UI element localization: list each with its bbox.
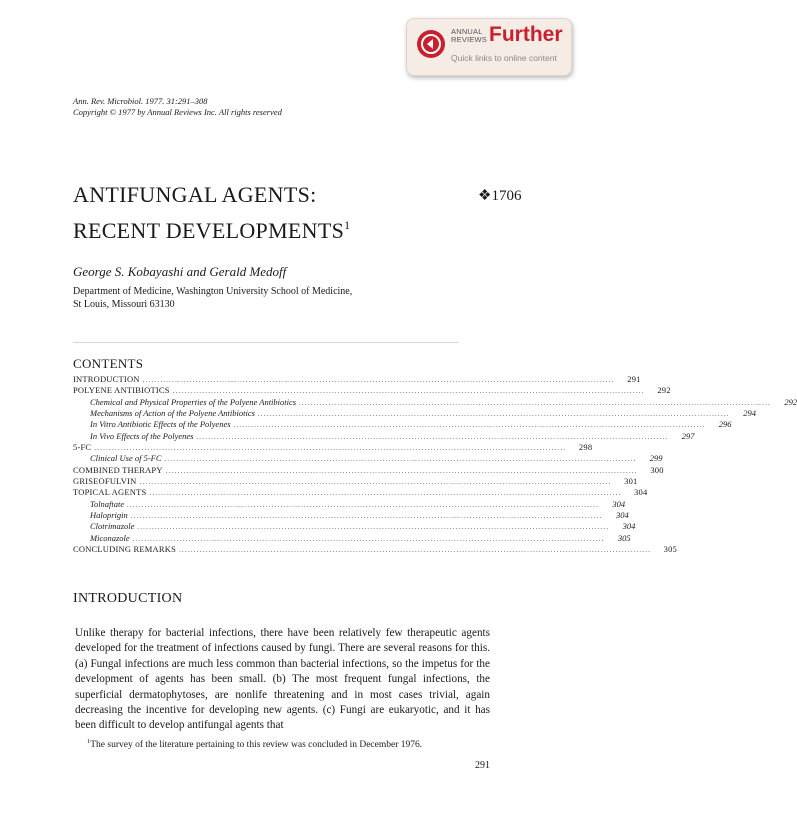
toc-entry[interactable] — [73, 385, 671, 396]
contents-heading: CONTENTS — [73, 356, 144, 371]
toc-leader-dots: ................................................................................................................................................................ — [165, 466, 638, 475]
toc-entry[interactable] — [73, 476, 638, 487]
toc-entry[interactable] — [73, 442, 593, 453]
play-icon — [417, 30, 445, 58]
title-footnote-mark: 1 — [344, 218, 351, 232]
toc-entry-page: 304 — [616, 510, 629, 521]
toc-leader-dots: ................................................................................................................................................................ — [132, 534, 605, 543]
toc-entry-label: Mechanisms of Action of the Polyene Antibiotics — [90, 408, 255, 419]
citation-line: Ann. Rev. Microbiol. 1977. 31:291–308 — [73, 96, 208, 106]
toc-entry-label: Tolnaftate — [90, 498, 125, 509]
toc-entry-label: Miconazole — [90, 532, 130, 543]
document-number: ❖1706 — [478, 188, 522, 204]
toc-entry[interactable] — [73, 419, 732, 430]
journal-citation — [73, 96, 282, 118]
toc-entry-label: COMBINED THERAPY — [73, 464, 163, 475]
toc-leader-dots: ................................................................................................................................................................ — [142, 376, 615, 384]
toc-entry[interactable] — [73, 408, 756, 419]
annual-reviews-wordmark: ANNUAL REVIEWS — [451, 27, 487, 44]
toc-entry-page: 297 — [681, 430, 695, 441]
further-badge[interactable] — [406, 18, 572, 76]
toc-leader-dots: ................................................................................................................................................................ — [299, 398, 772, 407]
further-label: Further — [489, 23, 563, 46]
footnote-mark: 1 — [87, 738, 91, 745]
toc-entry-page: 300 — [650, 464, 664, 475]
toc-entry[interactable] — [73, 532, 631, 544]
toc-entry-page: 292 — [784, 396, 797, 407]
body-paragraph: Unlike therapy for bacterial infections, there have been relatively few therapeutic agents developed for the treatment of infections caused by fungi. There are several reasons for this. (a) Fungal infections are much less common than bacterial infections, so the impetus for the development of agents has been small. (b) The most frequent fungal infections, the superficial dermatophytoses, are nonlife threatening and in most cases trivial, again decreasing the incentive for developing new agents. (c) Fungi are eukaryotic, and it has been difficult to develop antifungal agents that — [75, 627, 490, 732]
divider — [73, 342, 459, 343]
toc-entry[interactable] — [73, 487, 648, 498]
toc-leader-dots: ................................................................................................................................................................ — [196, 432, 669, 441]
toc-leader-dots: ................................................................................................................................................................ — [130, 512, 603, 521]
toc-entry-label: 5-FC — [73, 442, 92, 453]
toc-entry[interactable] — [73, 453, 663, 464]
toc-leader-dots: ................................................................................................................................................................ — [94, 444, 567, 453]
toc-entry-label: Chemical and Physical Properties of the Polyene Antibiotics — [90, 396, 297, 407]
toc-entry-page: 305 — [663, 544, 678, 555]
toc-entry[interactable] — [73, 430, 695, 442]
toc-leader-dots: ................................................................................................................................................................ — [149, 489, 622, 498]
toc-entry-label: Clotrimazole — [90, 521, 135, 532]
toc-entry-label: POLYENE ANTIBIOTICS — [73, 385, 170, 396]
toc-entry-label: In Vitro Antibiotic Effects of the Polyenes — [90, 419, 231, 430]
toc-entry-page: 294 — [743, 408, 756, 419]
toc-entry-label: In Vivo Effects of the Polyenes — [90, 430, 194, 441]
toc-leader-dots: ................................................................................................................................................................ — [179, 546, 652, 555]
affiliation: Department of Medicine, Washington University School of Medicine, St Louis, Missouri 63130 — [73, 286, 353, 310]
toc-entry[interactable] — [73, 498, 626, 510]
toc-entry-page: 305 — [617, 532, 631, 543]
toc-entry[interactable] — [73, 510, 629, 521]
toc-leader-dots: ................................................................................................................................................................ — [233, 421, 706, 430]
toc-entry-page: 291 — [627, 374, 641, 384]
toc-entry-page: 301 — [624, 476, 638, 487]
toc-entry-page: 304 — [612, 498, 626, 509]
toc-entry-label: GRISEOFULVIN — [73, 476, 137, 487]
copyright-line: Copyright © 1977 by Annual Reviews Inc. All rights reserved — [73, 107, 282, 117]
toc-leader-dots: ................................................................................................................................................................ — [164, 455, 637, 464]
toc-entry-page: 298 — [578, 442, 593, 453]
table-of-contents — [73, 374, 797, 556]
toc-entry-label: Clinical Use of 5-FC — [90, 453, 162, 464]
toc-entry-label: TOPICAL AGENTS — [73, 487, 147, 498]
page-number: 291 — [475, 760, 490, 771]
toc-entry-page: 292 — [657, 385, 671, 396]
toc-entry-page: 296 — [718, 419, 732, 430]
toc-entry[interactable] — [73, 521, 636, 532]
toc-leader-dots: ................................................................................................................................................................ — [137, 523, 610, 532]
footnote: $^1$The survey of the literature pertaining to this review was concluded in December 1976. — [87, 738, 423, 751]
article-title: ANTIFUNGAL AGENTS: RECENT DEVELOPMENTS$^1$ — [73, 182, 351, 243]
toc-entry-page: 304 — [634, 487, 648, 498]
toc-entry[interactable] — [73, 544, 678, 555]
toc-leader-dots: ................................................................................................................................................................ — [127, 500, 600, 509]
toc-entry[interactable] — [73, 464, 664, 476]
toc-leader-dots: ................................................................................................................................................................ — [139, 478, 612, 487]
further-tagline: Quick links to online content — [451, 53, 557, 63]
toc-leader-dots: ................................................................................................................................................................ — [172, 387, 645, 396]
section-heading-introduction: INTRODUCTION — [73, 591, 183, 606]
toc-entry-page: 299 — [649, 453, 663, 464]
toc-entry[interactable] — [73, 374, 641, 385]
toc-entry-label: Haloprigin — [90, 510, 128, 521]
toc-entry-label: INTRODUCTION — [73, 374, 140, 384]
toc-entry-page: 304 — [622, 521, 636, 532]
toc-entry-label: CONCLUDING REMARKS — [73, 544, 177, 555]
toc-entry[interactable] — [73, 396, 797, 408]
toc-leader-dots: ................................................................................................................................................................ — [257, 410, 730, 419]
authors: George S. Kobayashi and Gerald Medoff — [73, 264, 287, 279]
